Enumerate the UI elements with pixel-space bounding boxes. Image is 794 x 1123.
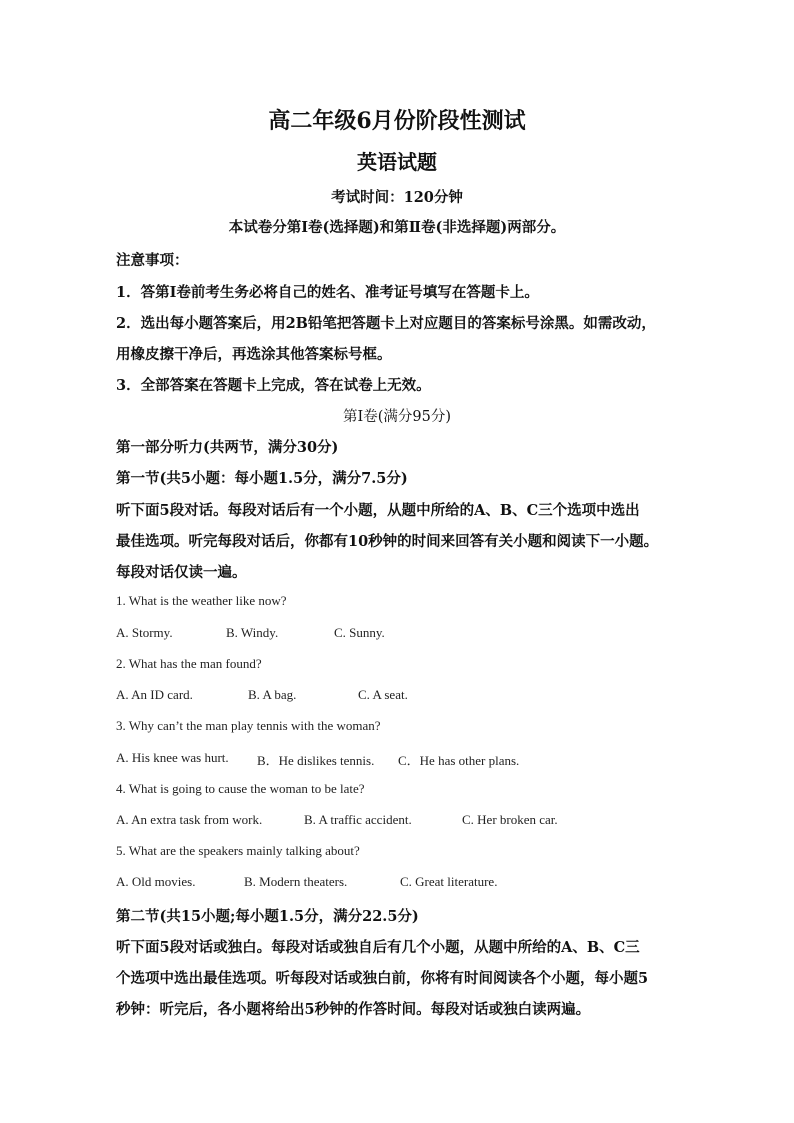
- question-text: 1. What is the weather like now?: [116, 593, 287, 608]
- subsection-heading: 第一节(共5小题：每小题1.5分，满分7.5分): [116, 470, 408, 487]
- notice-item: 3．全部答案在答题卡上完成，答在试卷上无效。: [116, 377, 431, 394]
- subject-title: 英语试题: [357, 150, 437, 174]
- option-a: A. Old movies.: [116, 874, 196, 889]
- option-b: B. Modern theaters.: [244, 874, 348, 889]
- question-text: 4. What is going to cause the woman to be late?: [116, 781, 365, 796]
- instruction-line: 听下面5段对话。每段对话后有一个小题，从题中所给的A、B、C三个选项中选出: [116, 502, 640, 519]
- option-a: A. An extra task from work.: [116, 812, 263, 827]
- option-b: B. Windy.: [226, 625, 279, 640]
- question-text: 5. What are the speakers mainly talking about?: [116, 843, 360, 858]
- volume-heading: 第Ⅰ卷(满分95分): [343, 409, 451, 425]
- option-a: A. His knee was hurt.: [116, 750, 229, 765]
- exam-title: 高二年级6月份阶段性测试: [268, 108, 526, 134]
- option-c: C．He has other plans.: [398, 753, 520, 768]
- option-a: A. Stormy.: [116, 625, 173, 640]
- exam-time: 考试时间：120分钟: [331, 189, 463, 206]
- notice-item: 2．选出每小题答案后，用2B铅笔把答题卡上对应题目的答案标号涂黑。如需改动，: [116, 315, 656, 332]
- option-c: C. Her broken car.: [462, 812, 558, 827]
- instruction-line: 听下面5段对话或独白。每段对话或独自后有几个小题，从题中所给的A、B、C三: [116, 939, 640, 956]
- paper-structure: 本试卷分第Ⅰ卷(选择题)和第Ⅱ卷(非选择题)两部分。: [228, 219, 566, 236]
- notice-item: 1．答第Ⅰ卷前考生务必将自己的姓名、准考证号填写在答题卡上。: [116, 284, 539, 301]
- question-text: 2. What has the man found?: [116, 656, 262, 671]
- instruction-line: 最佳选项。听完每段对话后，你都有10秒钟的时间来回答有关小题和阅读下一小题。: [116, 533, 659, 550]
- instruction-line: 个选项中选出最佳选项。听每段对话或独白前，你将有时间阅读各个小题，每小题5: [116, 970, 649, 987]
- option-b: B. A bag.: [248, 687, 297, 702]
- notice-item: 用橡皮擦干净后，再选涂其他答案标号框。: [116, 346, 392, 363]
- option-c: C. Great literature.: [400, 874, 498, 889]
- option-b: B．He dislikes tennis.: [257, 753, 375, 768]
- option-c: C. Sunny.: [334, 625, 385, 640]
- option-b: B. A traffic accident.: [304, 812, 412, 827]
- instruction-line: 每段对话仅读一遍。: [116, 564, 247, 581]
- option-c: C. A seat.: [358, 687, 408, 702]
- option-a: A. An ID card.: [116, 687, 193, 702]
- instruction-line: 秒钟：听完后，各小题将给出5秒钟的作答时间。每段对话或独白读两遍。: [116, 1001, 591, 1018]
- subsection-heading: 第二节(共15小题;每小题1.5分，满分22.5分): [116, 908, 419, 925]
- notice-heading: 注意事项：: [116, 252, 189, 269]
- section-heading: 第一部分听力(共两节，满分30分): [116, 439, 339, 456]
- question-text: 3. Why can’t the man play tennis with the woman?: [116, 718, 381, 733]
